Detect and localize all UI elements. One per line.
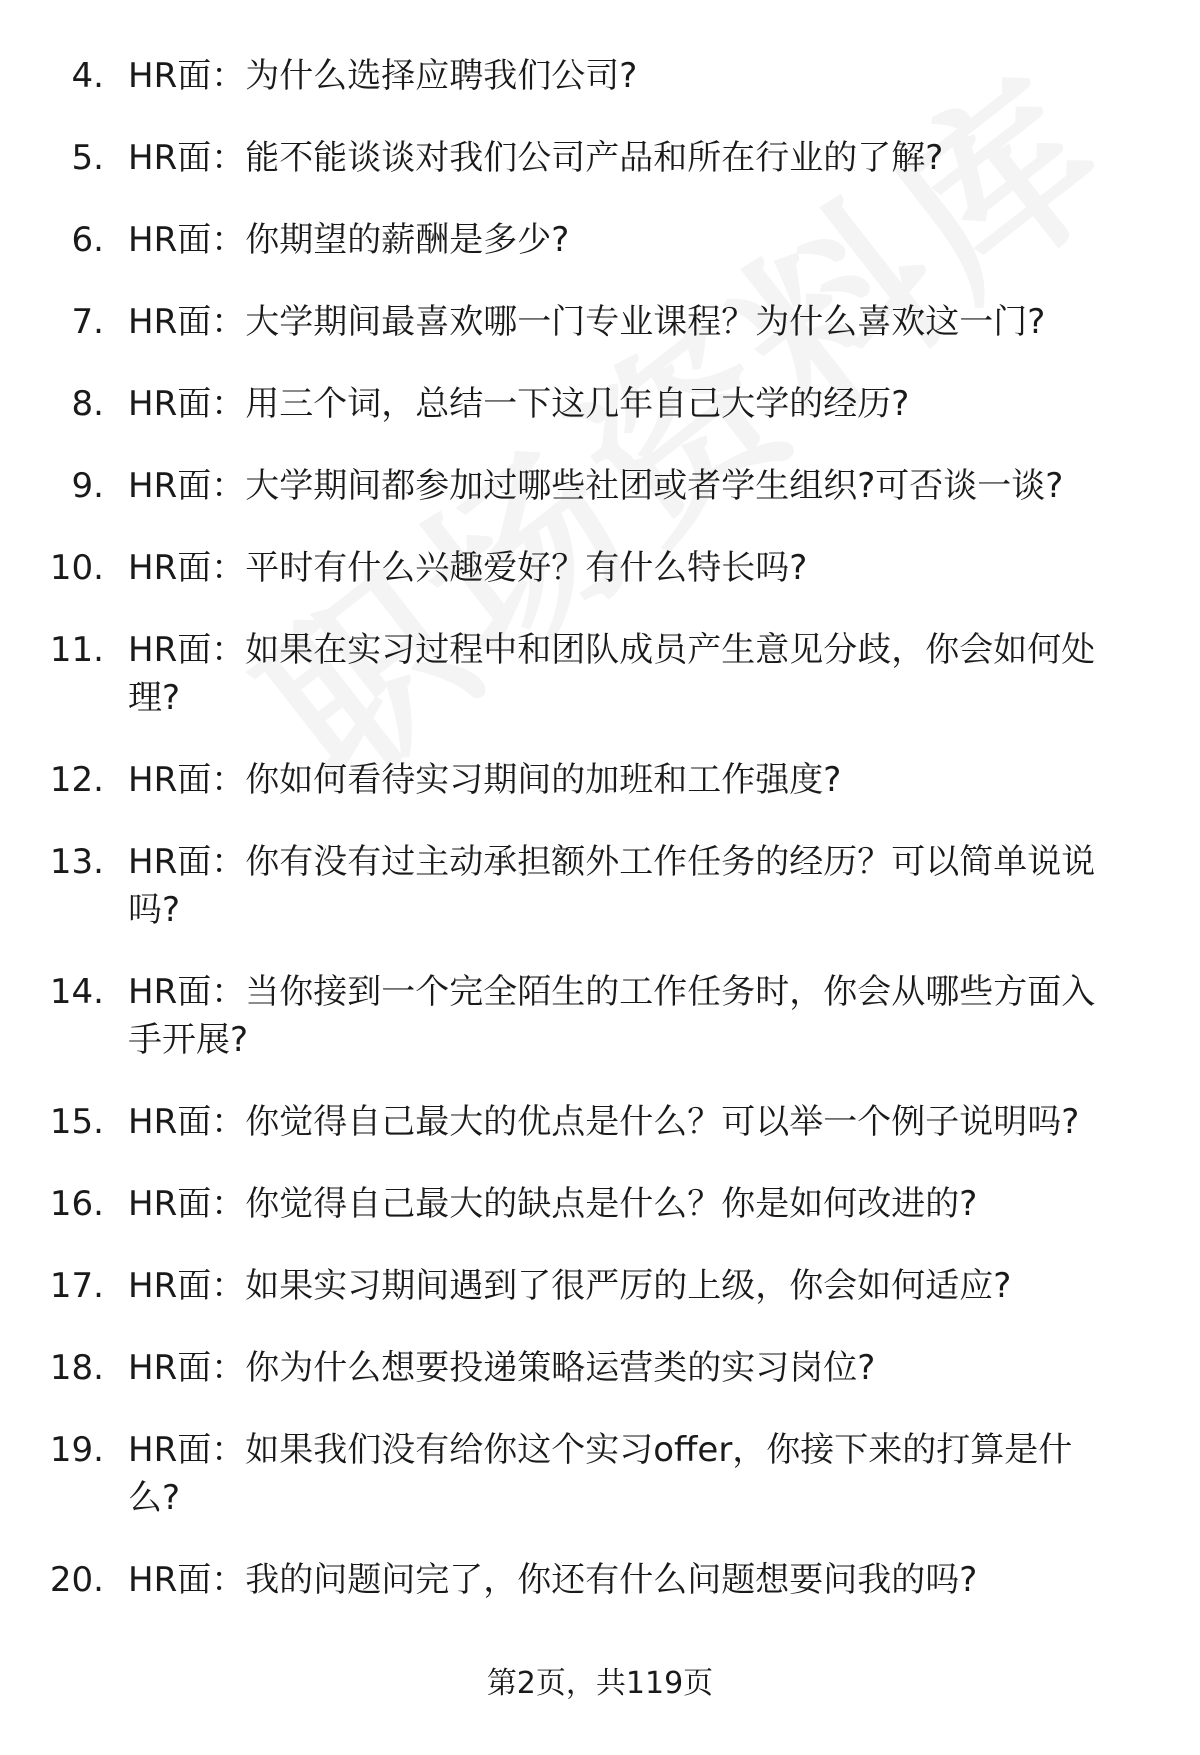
item-text: HR面：大学期间最喜欢哪一门专业课程？为什么喜欢这一门? — [128, 302, 1046, 342]
item-text: HR面：当你接到一个完全陌生的工作任务时，你会从哪些方面入手开展? — [128, 972, 1096, 1060]
item-number: 11. — [49, 630, 104, 670]
item-number: 19. — [49, 1430, 104, 1470]
list-item — [0, 1180, 1200, 1228]
item-text: HR面：平时有什么兴趣爱好？有什么特长吗? — [128, 548, 808, 588]
list-item — [0, 626, 1200, 722]
item-text: HR面：能不能谈谈对我们公司产品和所在行业的了解? — [128, 138, 944, 178]
list-item — [0, 298, 1200, 346]
item-text: HR面：如果在实习过程中和团队成员产生意见分歧，你会如何处理? — [128, 630, 1096, 718]
list-item — [0, 1344, 1200, 1392]
list-item — [0, 134, 1200, 182]
list-item — [0, 52, 1200, 100]
item-text: HR面：如果实习期间遇到了很严厉的上级，你会如何适应? — [128, 1266, 1012, 1306]
item-number: 6. — [71, 220, 104, 260]
list-item — [0, 756, 1200, 804]
list-item — [0, 1556, 1200, 1604]
question-list — [0, 52, 1200, 1638]
item-number: 8. — [71, 384, 104, 424]
item-number: 13. — [49, 842, 104, 882]
item-number: 14. — [49, 972, 104, 1012]
list-item — [0, 838, 1200, 934]
item-number: 5. — [71, 138, 104, 178]
item-text: HR面：你期望的薪酬是多少? — [128, 220, 570, 260]
list-item — [0, 216, 1200, 264]
list-item — [0, 1262, 1200, 1310]
item-number: 20. — [49, 1560, 104, 1600]
list-item — [0, 462, 1200, 510]
item-number: 12. — [49, 760, 104, 800]
list-item — [0, 544, 1200, 592]
item-text: HR面：为什么选择应聘我们公司? — [128, 56, 638, 96]
item-text: HR面：你觉得自己最大的缺点是什么？你是如何改进的? — [128, 1184, 978, 1224]
item-number: 10. — [49, 548, 104, 588]
item-number: 17. — [49, 1266, 104, 1306]
list-item — [0, 968, 1200, 1064]
item-text: HR面：你觉得自己最大的优点是什么？可以举一个例子说明吗? — [128, 1102, 1080, 1142]
item-number: 18. — [49, 1348, 104, 1388]
list-item — [0, 380, 1200, 428]
item-text: HR面：用三个词，总结一下这几年自己大学的经历? — [128, 384, 910, 424]
item-number: 4. — [71, 56, 104, 96]
item-number: 7. — [71, 302, 104, 342]
list-item — [0, 1098, 1200, 1146]
item-text: HR面：如果我们没有给你这个实习offer，你接下来的打算是什么? — [128, 1430, 1073, 1518]
item-number: 16. — [49, 1184, 104, 1224]
item-text: HR面：你为什么想要投递策略运营类的实习岗位? — [128, 1348, 876, 1388]
item-text: HR面：我的问题问完了，你还有什么问题想要问我的吗? — [128, 1560, 978, 1600]
item-text: HR面：你有没有过主动承担额外工作任务的经历？可以简单说说吗? — [128, 842, 1096, 930]
item-number: 15. — [49, 1102, 104, 1142]
item-text: HR面：你如何看待实习期间的加班和工作强度? — [128, 760, 842, 800]
item-text: HR面：大学期间都参加过哪些社团或者学生组织?可否谈一谈? — [128, 466, 1064, 506]
page-footer: 第2页，共119页 — [486, 1666, 714, 1701]
item-number: 9. — [71, 466, 104, 506]
list-item — [0, 1426, 1200, 1522]
